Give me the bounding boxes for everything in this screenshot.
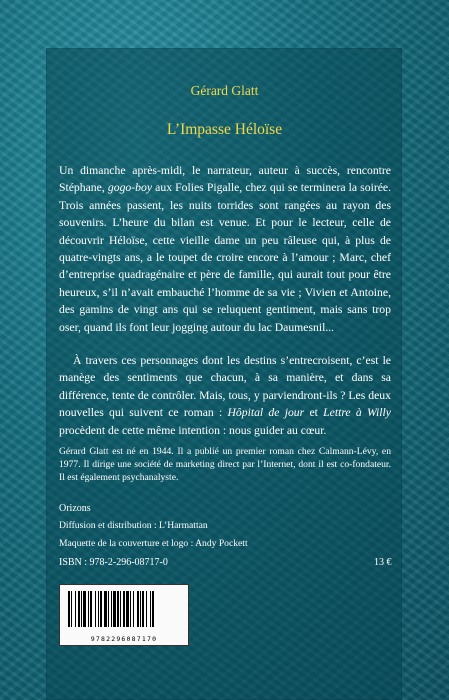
price: 13 € [374, 557, 392, 568]
author-name: Gérard Glatt [190, 83, 259, 98]
author-bio: Gérard Glatt est né en 1944. Il a publié un premier roman chez Calmann-Lévy, en 1977. Il dirige une société de marketing direct par l’Internet, dont il est co-fondateur. Il est également psychanalyste. [59, 446, 391, 484]
blurb-paragraph-2 [59, 352, 391, 439]
blurb-text: procèdent de cette même intention : nous guider au cœur. [59, 423, 327, 437]
blurb-text: À travers ces personnages dont les destins s’entrecroisent, c’est le manège des sentiments que chacun, à sa manière, et dans sa différence, tente de contrôler. Mais, tous, y parviendront-ils ? Les deux nouvelles qui suivent ce roman : [59, 354, 391, 420]
blurb-italic: gogo-boy [107, 181, 153, 195]
collection-name: Orizons [59, 503, 91, 514]
blurb-text: Un dimanche après-midi, le narrateur, auteur à succès, rencontre Stéphane, [59, 164, 391, 195]
distribution-credit: Diffusion et distribution : L’Harmattan [59, 520, 208, 531]
blurb-italic: Hôpital de jour [227, 406, 305, 420]
blurb-paragraph-1 [59, 162, 391, 336]
book-title: L’Impasse Héloïse [166, 121, 283, 138]
blurb-text: et [304, 406, 324, 420]
blurb-text: aux Folies Pigalle, chez qui se terminera la soirée. Trois années passent, les nuits torrides sont rangées au rayon des souvenirs. L’heure du bilan est venue. Et pour le lecteur, celle de découvrir Héloïse, cette vieille dame un peu râleuse qui, à plus de quatre-vingts ans, a le toupet de croire encore à l’amour ; Marc, chef d’entreprise quadragénaire et père de famille, qui aurait tout pour être heureux, s’il n’avait embauché l’homme de sa vie ; Vivien et Antoine, des gamins de vingt ans qui se reluquent gentiment, mais sans trop oser, quand ils font leur jogging autour du lac Daumesnil... [59, 181, 392, 334]
barcode [59, 584, 189, 646]
barcode-digits: 9782296087170 [90, 635, 158, 643]
isbn: ISBN : 978-2-296-08717-0 [59, 557, 168, 568]
blurb-italic: Lettre à Willy [323, 406, 391, 420]
cover-design-credit: Maquette de la couverture et logo : Andy Pockett [59, 538, 248, 549]
barcode-bars-icon [60, 585, 188, 631]
